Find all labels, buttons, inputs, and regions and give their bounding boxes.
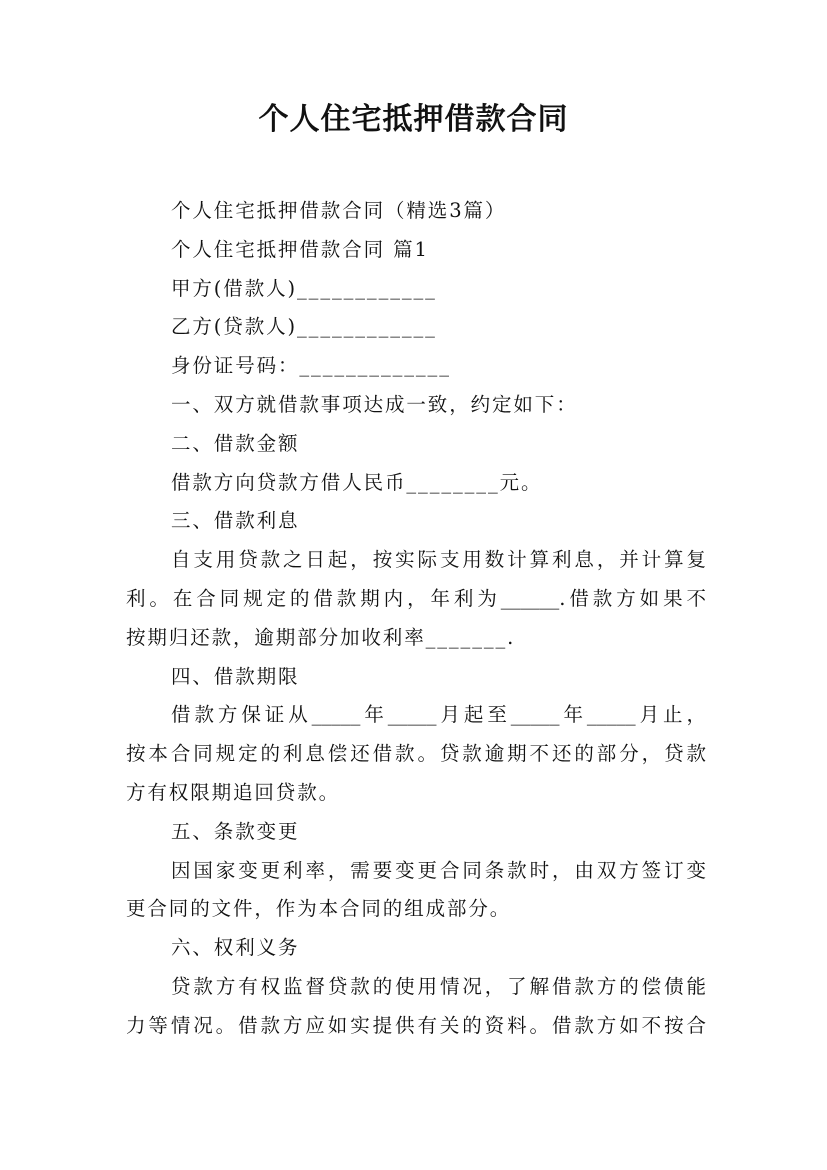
clause-heading-change: 五、条款变更: [171, 819, 300, 843]
document-title: 个人住宅抵押借款合同: [258, 102, 569, 137]
clause-heading-term: 四、借款期限: [171, 664, 300, 688]
paragraph-line: 更合同的文件，作为本合同的组成部分。: [126, 897, 512, 921]
paragraph-line: 利。在合同规定的借款期内，年利为______.借款方如果不: [126, 586, 706, 610]
id-number-line: 身份证号码：_____________: [171, 354, 451, 378]
paragraph-line: 借款方保证从_____年_____月起至_____年_____月止，: [171, 703, 706, 727]
paragraph-line: 因国家变更利率，需要变更合同条款时，由双方签订变: [171, 858, 706, 882]
party-a-line: 甲方(借款人)____________: [171, 276, 437, 300]
paragraph-line: 按期归还款，逾期部分加收利率_______.: [126, 625, 516, 649]
clause-intro: 一、双方就借款事项达成一致，约定如下：: [171, 392, 578, 416]
paragraph-line: 自支用贷款之日起，按实际支用数计算利息，并计算复: [171, 548, 706, 572]
subtitle-line: 个人住宅抵押借款合同（精选3篇）: [171, 199, 507, 222]
paragraph-line: 贷款方有权监督贷款的使用情况，了解借款方的偿债能: [171, 974, 706, 998]
paragraph-line: 借款方向贷款方借人民币________元。: [171, 470, 543, 494]
document-body: [126, 192, 706, 1046]
section-heading-part1: 个人住宅抵押借款合同 篇1: [171, 237, 429, 261]
paragraph-line: 力等情况。借款方应如实提供有关的资料。借款方如不按合: [126, 1013, 706, 1037]
clause-heading-interest: 三、借款利息: [171, 509, 300, 533]
paragraph-line: 方有权限期追回贷款。: [126, 780, 341, 804]
paragraph-line: 按本合同规定的利息偿还借款。贷款逾期不还的部分，贷款: [126, 742, 706, 766]
clause-heading-amount: 二、借款金额: [171, 431, 300, 455]
party-b-line: 乙方(贷款人)____________: [171, 315, 437, 339]
clause-heading-rights: 六、权利义务: [171, 936, 300, 960]
